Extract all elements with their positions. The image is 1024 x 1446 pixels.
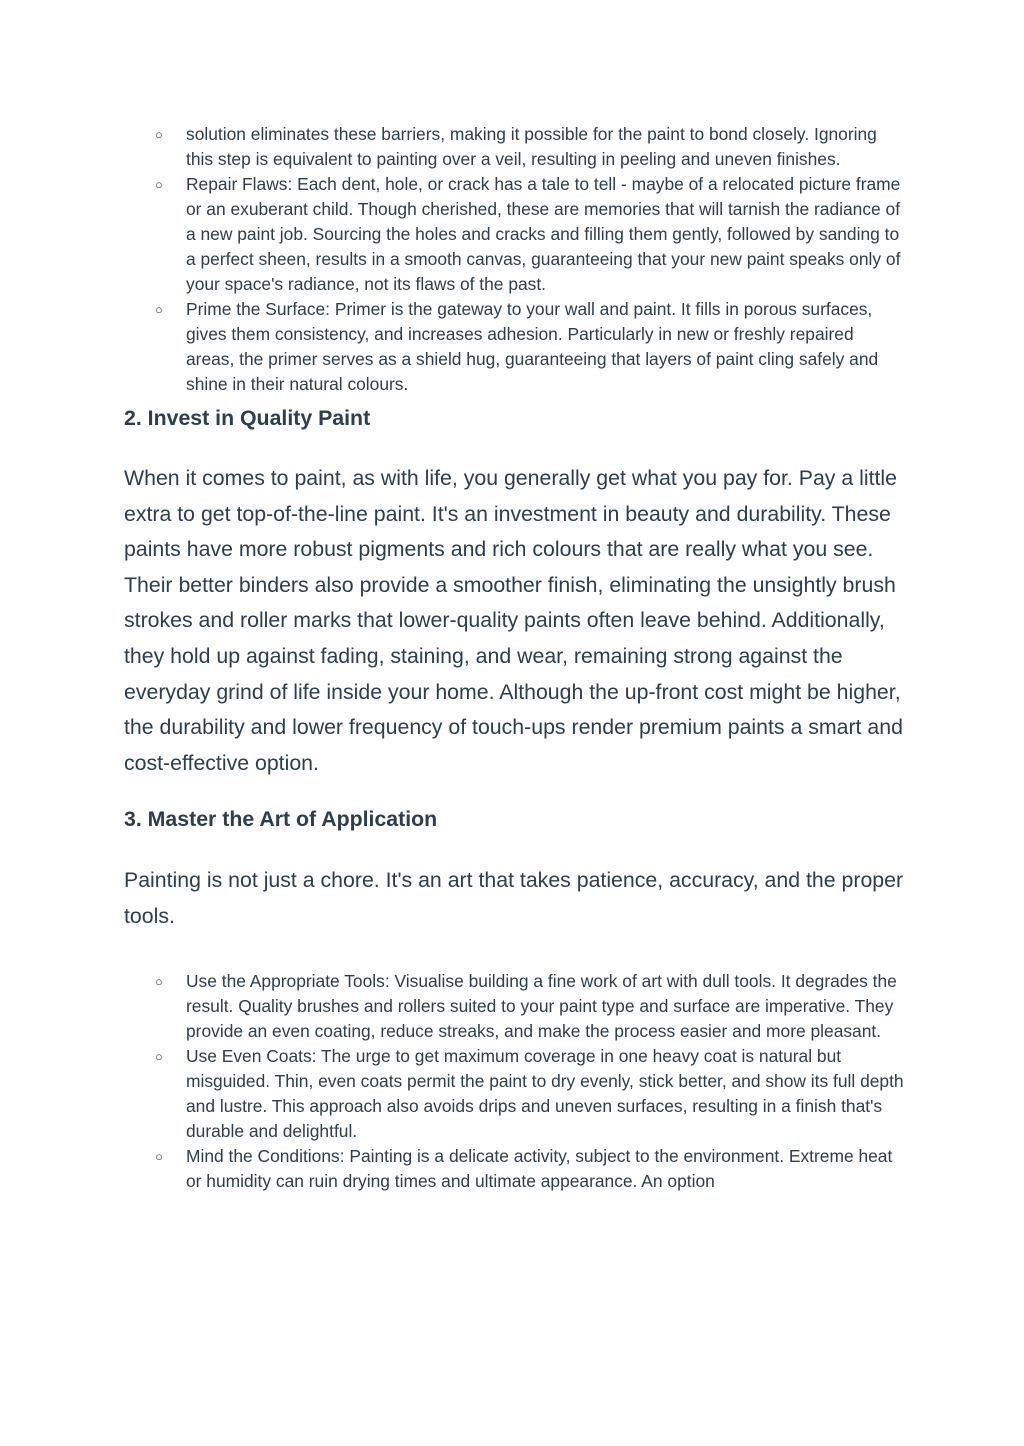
list-item-text: Repair Flaws: Each dent, hole, or crack has a tale to tell - maybe of a relocated picture frame or an exuberant child. Though cherished, these are memories that will tarnish the radiance of a new paint job. Sourcing the holes and cracks and filling them gently, followed by sanding to a perfect sheen, results in a smooth canvas, guaranteeing that your new paint speaks only of your space's radiance, not its flaws of the past.: [186, 174, 901, 294]
bullet-list-application: [124, 969, 904, 1194]
list-item-text: solution eliminates these barriers, making it possible for the paint to bond closely. Ignoring this step is equivalent to painting over a veil, resulting in peeling and uneven finishes.: [186, 124, 877, 169]
list-item: [124, 1044, 904, 1144]
list-item-text: Prime the Surface: Primer is the gateway to your wall and paint. It fills in porous surfaces, gives them consistency, and increases adhesion. Particularly in new or freshly repaired areas, the primer serves as a shield hug, guaranteeing that layers of paint cling safely and shine in their natural colours.: [186, 299, 879, 394]
circle-bullet-icon: ○: [155, 302, 163, 317]
circle-bullet-icon: ○: [155, 1048, 163, 1064]
section-paragraph-application: Painting is not just a chore. It's an art that takes patience, accuracy, and the proper tools.: [124, 868, 904, 928]
document-page: [124, 122, 904, 1194]
list-item: [124, 1144, 904, 1194]
list-item: [124, 122, 904, 172]
list-item-text: Mind the Conditions: Painting is a delicate activity, subject to the environment. Extreme heat or humidity can ruin drying times and ultimate appearance. An option: [186, 1145, 893, 1191]
list-item: [124, 297, 904, 397]
list-item: [124, 172, 904, 297]
section-paragraph-quality-paint: When it comes to paint, as with life, you generally get what you pay for. Pay a little extra to get top-of-the-line paint. It's an investment in beauty and durability. These paints have more robust pigments and rich colours that are really what you see. Their better binders also provide a smoother finish, eliminating the unsightly brush strokes and roller marks that lower-quality paints often leave behind. Additionally, they hold up against fading, staining, and wear, remaining strong against the everyday grind of life inside your home. Although the up-front cost might be higher, the durability and lower frequency of touch-ups render premium paints a smart and cost-effective option.: [124, 466, 903, 775]
list-item-text: Use the Appropriate Tools: Visualise building a fine work of art with dull tools. It degrades the result. Quality brushes and rollers suited to your paint type and surface are imperative. They provide an even coating, reduce streaks, and make the process easier and more pleasant.: [186, 970, 897, 1041]
list-item-text: Use Even Coats: The urge to get maximum coverage in one heavy coat is natural but misguided. Thin, even coats permit the paint to dry evenly, stick better, and show its full depth and lustre. This approach also avoids drips and uneven surfaces, resulting in a finish that's durable and delightful.: [186, 1045, 904, 1141]
section-heading-application: 3. Master the Art of Application: [124, 807, 438, 832]
circle-bullet-icon: ○: [155, 177, 163, 192]
circle-bullet-icon: ○: [155, 127, 163, 142]
circle-bullet-icon: ○: [155, 973, 163, 989]
bullet-list-preparation: [124, 122, 904, 397]
circle-bullet-icon: ○: [155, 1148, 163, 1164]
section-heading-quality-paint: 2. Invest in Quality Paint: [124, 406, 371, 430]
list-item: [124, 969, 904, 1044]
